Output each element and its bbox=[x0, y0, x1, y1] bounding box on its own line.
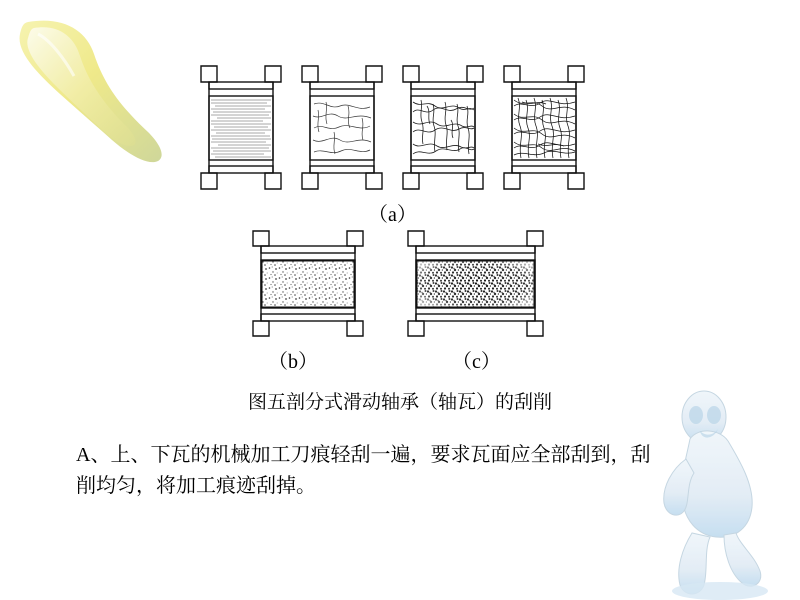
bearing-shell-a4 bbox=[498, 60, 590, 195]
figure-a-label: （a） bbox=[368, 204, 417, 226]
figure-c-label: （c） bbox=[452, 351, 501, 373]
yellow-brush-stroke-icon bbox=[8, 14, 193, 169]
figure-group-a bbox=[195, 60, 605, 195]
bearing-shell-a3 bbox=[397, 60, 489, 195]
figure-caption: 图五剖分式滑动轴承（轴瓦）的刮削 bbox=[247, 392, 552, 413]
bearing-shell-a2 bbox=[296, 60, 388, 195]
figure-b-label: （b） bbox=[268, 351, 318, 373]
body-text bbox=[76, 440, 716, 502]
bearing-shell-a1 bbox=[195, 60, 287, 195]
body-text-line-1: A、上、下瓦的机械加工刀痕轻刮一遍，要求瓦面应全部刮到，刮 bbox=[76, 444, 651, 466]
figure-group-bc bbox=[248, 226, 548, 341]
body-text-line-2: 削均匀，将加工痕迹刮掉。 bbox=[76, 475, 316, 497]
bearing-shell-b bbox=[248, 226, 368, 341]
bearing-shell-c bbox=[403, 226, 548, 341]
